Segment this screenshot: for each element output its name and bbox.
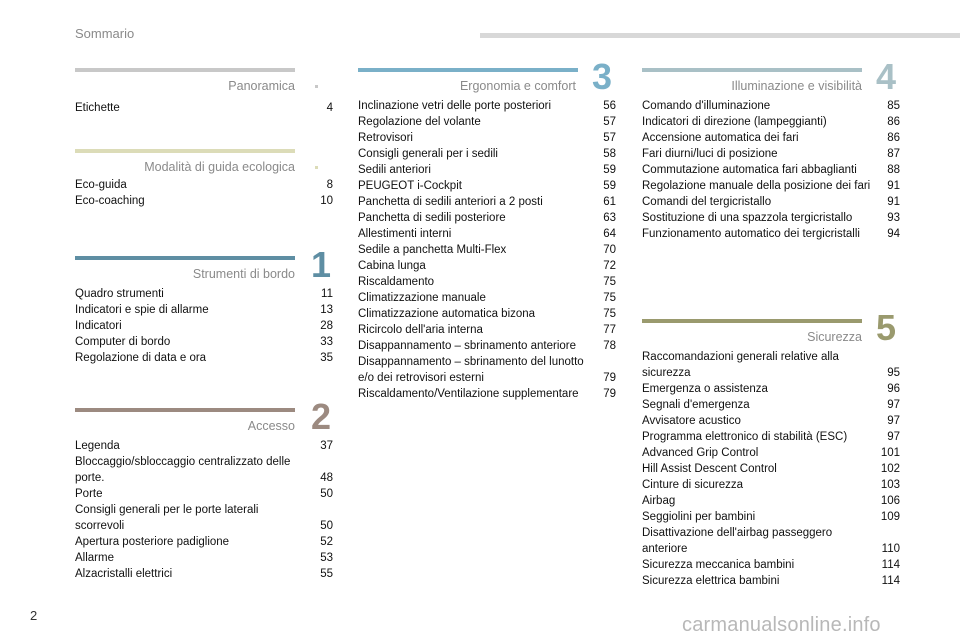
toc-entry-label: Fari diurni/luci di posizione (642, 148, 778, 160)
toc-entry[interactable] (642, 146, 900, 162)
toc-entry[interactable] (642, 349, 900, 381)
toc-entry-label: Riscaldamento/Ventilazione supplementare (358, 388, 579, 400)
toc-entry[interactable] (75, 318, 333, 334)
section-dot (315, 85, 318, 88)
toc-entry-label: Raccomandazioni generali relative alla sicurezza (642, 351, 839, 379)
toc-entry[interactable] (358, 258, 616, 274)
toc-entry-page: 63 (603, 212, 616, 224)
item-list (642, 98, 900, 242)
toc-entry[interactable] (358, 114, 616, 130)
toc-entry-label: Computer di bordo (75, 336, 171, 348)
toc-entry-label: Etichette (75, 102, 120, 114)
toc-entry-page: 114 (881, 575, 900, 587)
toc-entry[interactable] (75, 534, 333, 550)
toc-entry-label: Eco-coaching (75, 195, 145, 207)
toc-entry[interactable] (358, 146, 616, 162)
toc-entry-label: Accensione automatica dei fari (642, 132, 799, 144)
toc-entry-page: 78 (603, 340, 616, 352)
toc-entry-page: 72 (603, 260, 616, 272)
toc-entry-page: 96 (887, 383, 900, 395)
toc-entry-label: Cinture di sicurezza (642, 479, 743, 491)
toc-entry-page: 94 (887, 228, 900, 240)
toc-entry-label: Alzacristalli elettrici (75, 568, 173, 580)
toc-entry[interactable] (642, 557, 900, 573)
toc-entry-label: Legenda (75, 440, 120, 452)
toc-entry-page: 109 (880, 511, 900, 523)
toc-entry-page: 11 (321, 288, 333, 300)
toc-entry-page: 52 (320, 536, 333, 548)
toc-entry-label: Hill Assist Descent Control (642, 463, 777, 475)
section-title: Modalità di guida ecologica (144, 160, 295, 174)
toc-entry-page: 50 (320, 520, 333, 532)
toc-entry[interactable] (358, 210, 616, 226)
toc-entry-label: Disappannamento – sbrinamento anteriore (358, 340, 576, 352)
section-bar (75, 256, 295, 260)
section-title: Sicurezza (807, 330, 862, 344)
toc-entry-page: 85 (887, 100, 900, 112)
toc-entry-page: 58 (603, 148, 616, 160)
toc-entry-label: Regolazione del volante (358, 116, 481, 128)
toc-entry-page: 33 (320, 336, 333, 348)
toc-entry-label: Riscaldamento (358, 276, 435, 288)
toc-entry[interactable] (75, 302, 333, 318)
section-title: Panoramica (228, 79, 295, 93)
toc-entry[interactable] (358, 194, 616, 210)
toc-entry-label: Comandi del tergicristallo (642, 196, 772, 208)
toc-entry[interactable] (358, 338, 616, 354)
toc-entry[interactable] (642, 114, 900, 130)
toc-entry-label: Climatizzazione manuale (358, 292, 486, 304)
toc-entry-page: 55 (320, 568, 333, 580)
toc-entry-label: Indicatori e spie di allarme (75, 304, 209, 316)
toc-entry[interactable] (642, 98, 900, 114)
toc-entry[interactable] (642, 413, 900, 429)
toc-entry-label: Sicurezza elettrica bambini (642, 575, 780, 587)
toc-entry-label: Consigli generali per le porte laterali scorrevoli (75, 504, 259, 532)
toc-entry-label: Disattivazione dell'airbag passeggero anteriore (642, 527, 833, 555)
toc-entry-page: 10 (320, 195, 333, 207)
toc-entry-page: 88 (887, 164, 900, 176)
toc-entry-label: Funzionamento automatico dei tergicristalli (642, 228, 860, 240)
toc-entry-page: 75 (603, 276, 616, 288)
toc-entry-label: Segnali d'emergenza (642, 399, 750, 411)
toc-entry-page: 70 (603, 244, 616, 256)
toc-entry-label: Advanced Grip Control (642, 447, 759, 459)
toc-entry-page: 91 (887, 180, 900, 192)
toc-entry-label: Ricircolo dell'aria interna (358, 324, 483, 336)
toc-entry-page: 79 (603, 372, 616, 384)
toc-entry-page: 8 (326, 179, 333, 191)
toc-entry-label: Sedile a panchetta Multi-Flex (358, 244, 507, 256)
toc-entry-page: 75 (603, 292, 616, 304)
toc-entry[interactable] (642, 509, 900, 525)
toc-entry[interactable] (75, 350, 333, 366)
toc-entry-label: Programma elettronico di stabilità (ESC) (642, 431, 848, 443)
section-bar (75, 149, 295, 153)
section-bar (75, 408, 295, 412)
section-bar (642, 68, 862, 72)
toc-entry-page: 97 (887, 431, 900, 443)
toc-entry-page: 37 (320, 440, 333, 452)
toc-entry-page: 97 (887, 415, 900, 427)
section-number: 1 (311, 244, 332, 285)
toc-entry-page: 28 (320, 320, 333, 332)
item-list (358, 98, 616, 402)
section-dot (315, 166, 318, 169)
toc-entry[interactable] (358, 306, 616, 322)
toc-entry-page: 53 (320, 552, 333, 564)
toc-entry[interactable] (75, 454, 333, 486)
toc-entry-label: Porte (75, 488, 103, 500)
toc-entry-page: 106 (880, 495, 900, 507)
toc-entry[interactable] (642, 477, 900, 493)
toc-entry-label: Allarme (75, 552, 114, 564)
toc-entry-page: 61 (603, 196, 616, 208)
toc-entry-page: 75 (603, 308, 616, 320)
section-title: Ergonomia e comfort (459, 79, 576, 93)
toc-entry-page: 56 (603, 100, 616, 112)
toc-entry-label: Indicatori (75, 320, 122, 332)
toc-entry-label: Seggiolini per bambini (642, 511, 756, 523)
toc-entry-label: Disappannamento – sbrinamento del lunotto e/o dei retrovisori esterni (358, 356, 584, 384)
section-bar (75, 68, 295, 72)
toc-entry-page: 77 (603, 324, 616, 336)
toc-entry-page: 59 (603, 180, 616, 192)
section-number: 3 (592, 56, 613, 97)
toc-entry-label: Climatizzazione automatica bizona (358, 308, 536, 320)
toc-entry-page: 93 (887, 212, 900, 224)
section-bar (358, 68, 578, 72)
toc-entry[interactable] (75, 550, 333, 566)
toc-entry-label: Regolazione manuale della posizione dei fari (642, 180, 871, 192)
item-list (75, 177, 333, 209)
toc-entry-label: Sedili anteriori (358, 164, 431, 176)
toc-entry[interactable] (642, 573, 900, 589)
toc-entry-label: Emergenza o assistenza (642, 383, 768, 395)
toc-entry-page: 87 (887, 148, 900, 160)
toc-entry-label: Regolazione di data e ora (75, 352, 207, 364)
toc-entry-label: Quadro strumenti (75, 288, 164, 300)
toc-entry-page: 110 (881, 543, 900, 555)
page-number: 2 (30, 608, 38, 623)
toc-entry[interactable] (358, 98, 616, 114)
toc-entry[interactable] (642, 178, 900, 194)
toc-entry[interactable] (75, 334, 333, 350)
toc-entry[interactable] (358, 242, 616, 258)
toc-entry-page: 91 (887, 196, 900, 208)
toc-entry-label: Eco-guida (75, 179, 127, 191)
toc-entry[interactable] (642, 194, 900, 210)
toc-entry-label: Apertura posteriore padiglione (75, 536, 230, 548)
toc-entry[interactable] (75, 100, 333, 116)
toc-entry[interactable] (642, 493, 900, 509)
toc-entry-label: Panchetta di sedili posteriore (358, 212, 506, 224)
toc-entry-page: 59 (603, 164, 616, 176)
toc-entry-page: 48 (320, 472, 333, 484)
toc-entry[interactable] (358, 290, 616, 306)
toc-entry-label: Bloccaggio/sbloccaggio centralizzato delle porte. (75, 456, 291, 484)
toc-entry[interactable] (642, 397, 900, 413)
toc-entry[interactable] (75, 438, 333, 454)
toc-entry-page: 103 (880, 479, 900, 491)
toc-entry-label: Sicurezza meccanica bambini (642, 559, 795, 571)
toc-entry[interactable] (358, 322, 616, 338)
toc-entry[interactable] (358, 130, 616, 146)
toc-entry-page: 114 (881, 559, 900, 571)
item-list (75, 438, 333, 582)
toc-entry[interactable] (75, 193, 333, 209)
toc-entry-page: 79 (603, 388, 616, 400)
item-list (642, 349, 900, 589)
toc-entry[interactable] (642, 461, 900, 477)
toc-entry-page: 4 (326, 102, 333, 114)
toc-entry-page: 102 (880, 463, 900, 475)
toc-entry[interactable] (358, 226, 616, 242)
item-list (75, 286, 333, 366)
toc-entry[interactable] (358, 274, 616, 290)
toc-entry[interactable] (642, 381, 900, 397)
toc-entry-label: Indicatori di direzione (lampeggianti) (642, 116, 827, 128)
toc-entry[interactable] (642, 130, 900, 146)
toc-entry[interactable] (75, 486, 333, 502)
toc-entry[interactable] (358, 354, 616, 386)
watermark-text: carmanualsonline.info (682, 614, 881, 636)
toc-entry-label: Cabina lunga (358, 260, 426, 272)
toc-entry-page: 57 (603, 116, 616, 128)
toc-entry-label: PEUGEOT i-Cockpit (358, 180, 462, 192)
toc-entry-label: Commutazione automatica fari abbaglianti (642, 164, 857, 176)
section-title: Strumenti di bordo (192, 267, 295, 281)
toc-entry-label: Avvisatore acustico (642, 415, 741, 427)
section-number: 5 (876, 307, 897, 348)
toc-entry-label: Sostituzione di una spazzola tergicristallo (642, 212, 853, 224)
toc-entry-label: Retrovisori (358, 132, 413, 144)
item-list (75, 100, 333, 116)
toc-entry-page: 64 (603, 228, 616, 240)
toc-entry-label: Comando d'illuminazione (642, 100, 771, 112)
toc-entry-page: 35 (320, 352, 333, 364)
toc-entry-page: 97 (887, 399, 900, 411)
toc-entry[interactable] (642, 445, 900, 461)
toc-entry[interactable] (642, 162, 900, 178)
section-number: 4 (876, 56, 897, 97)
header-title: Sommario (75, 26, 135, 41)
toc-entry-page: 13 (320, 304, 333, 316)
toc-entry[interactable] (642, 226, 900, 242)
section-title: Illuminazione e visibilità (731, 79, 862, 93)
toc-entry-page: 57 (603, 132, 616, 144)
toc-entry-page: 86 (887, 116, 900, 128)
toc-entry[interactable] (75, 177, 333, 193)
section-title: Accesso (247, 419, 295, 433)
section-bar (642, 319, 862, 323)
toc-entry[interactable] (642, 429, 900, 445)
toc-entry-label: Panchetta di sedili anteriori a 2 posti (358, 196, 543, 208)
toc-entry-label: Inclinazione vetri delle porte posteriori (358, 100, 552, 112)
toc-entry[interactable] (642, 210, 900, 226)
toc-entry[interactable] (75, 502, 333, 534)
toc-entry[interactable] (358, 386, 616, 402)
toc-entry[interactable] (358, 178, 616, 194)
toc-entry-label: Consigli generali per i sedili (358, 148, 498, 160)
toc-entry[interactable] (75, 566, 333, 582)
toc-entry[interactable] (358, 162, 616, 178)
header-bar (480, 33, 960, 38)
toc-entry-label: Airbag (642, 495, 676, 507)
toc-entry[interactable] (642, 525, 900, 557)
toc-entry-label: Allestimenti interni (358, 228, 452, 240)
toc-entry-page: 50 (320, 488, 333, 500)
toc-entry-page: 86 (887, 132, 900, 144)
section-number: 2 (311, 396, 332, 437)
toc-entry-page: 101 (880, 447, 900, 459)
toc-entry[interactable] (75, 286, 333, 302)
toc-entry-page: 95 (887, 367, 900, 379)
